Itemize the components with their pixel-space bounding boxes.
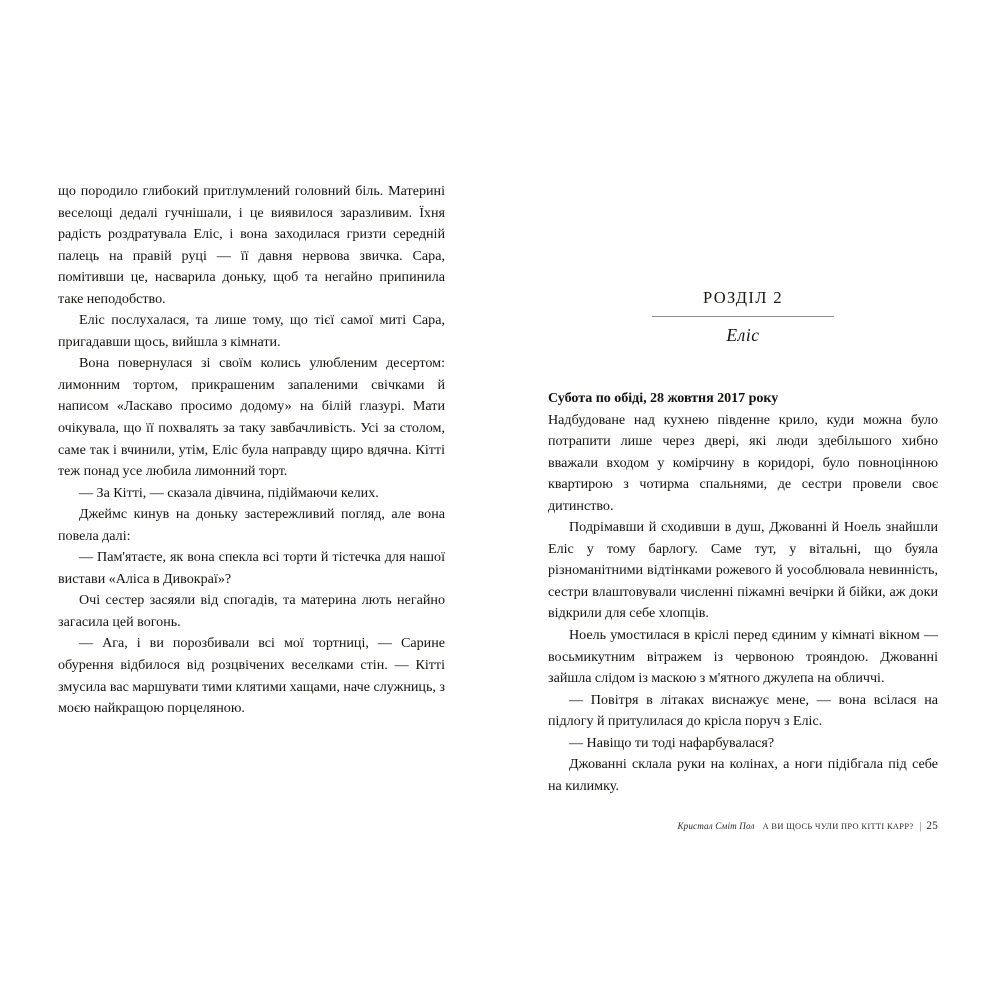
scene-date-heading: Субота по обіді, 28 жовтня 2017 року xyxy=(548,390,779,406)
paragraph: — За Кітті, — сказала дівчина, підіймаючи келих. xyxy=(79,484,379,501)
paragraph: — Пам'ятаєте, як вона спекла всі торти й тістечка для нашої вистави «Аліса в Дивокраї»? xyxy=(58,549,445,587)
chapter-number: РОЗДІЛ 2 xyxy=(702,288,784,307)
paragraph: Ноель умостилася в кріслі перед єдиним у кімнаті вікном — восьмикутним вітражем із червоною трояндою. Джованні зайшла слідом із маскою з м'ятного джулепа на обличчі. xyxy=(548,627,938,687)
right-page-text-column xyxy=(548,290,938,797)
paragraph: Еліс послухалася, та лише тому, що тієї самої миті Сара, пригадавши щось, вийшла з кімнати. xyxy=(58,312,445,350)
left-page-text-column xyxy=(58,181,445,720)
running-footer xyxy=(548,820,938,832)
paragraph: — Навіщо ти тоді нафарбувалася? xyxy=(569,734,775,751)
page-number: 25 xyxy=(926,820,938,832)
footer-book-title: А ВИ ЩОСЬ ЧУЛИ ПРО КІТТІ КАРР? xyxy=(762,822,914,831)
paragraph: — Повітря в літаках виснажує мене, — вона всілася на підлогу й притулилася до крісла поруч з Еліс. xyxy=(548,691,938,730)
chapter-heading xyxy=(548,290,938,344)
footer-author-name: Кристал Сміт Пол xyxy=(677,821,755,831)
heading-spacer xyxy=(548,344,938,388)
paragraph: Очі сестер засяяли від спогадів, та материна лють негайно загасила цей вогонь. xyxy=(58,592,445,630)
paragraph: Вона повернулася зі своїм колись улюбленим десертом: лимонним тортом, прикрашеним запаленими свічками й написом «Ласкаво просимо додому» на білій глазурі. Мати очікувала, що її похвалять за таку завбачливість. Усі за столом, саме так і вчинили, утім, Еліс була направду щиро вдячна. Кітті теж понад усе любила лимонний торт. xyxy=(58,355,445,480)
chapter-title: Еліс xyxy=(726,324,760,345)
paragraph: — Ага, і ви порозбивали всі мої тортниці, — Сарине обурення відбилося від розцвічених веселками стін. — Кітті змусила вас маршувати тими клятими хащами, наче служниць, з моєю найкращою порцеляною. xyxy=(58,635,445,717)
paragraph: що породило глибокий притлумлений головний біль. Материні веселощі дедалі гучнішали, і це виявилося заразливим. Їхня радість роздратувала Еліс, і вона заходилася гризти середній палець на правій руці — її давня нервова звичка. Сара, помітивши це, насварила доньку, щоб та негайно припинила таке неподобство. xyxy=(58,183,445,307)
paragraph: Надбудоване над кухнею південне крило, куди можна було потрапити лише через двері, які люди здебільшого хибно вважали входом у комірчину в коридорі, було повноцінною квартирою з чотирма спальнями, де сестри провели своє дитинство. xyxy=(548,411,938,514)
paragraph: Джеймс кинув на доньку застережливий погляд, але вона повела далі: xyxy=(58,506,445,544)
paragraph: Джованні склала руки на колінах, а ноги підібгала під себе на килимку. xyxy=(548,756,938,794)
paragraph: Подрімавши й сходивши в душ, Джованні й Ноель знайшли Еліс у тому барлогу. Саме тут, у вітальні, що буяла різноманітними відтінками рожевого й уособлювала невинність, сестри влаштовували численні піжамні вечірки й бійки, аж доки відкрили для себе хлопців. xyxy=(548,519,938,622)
footer-separator: | xyxy=(919,821,922,832)
